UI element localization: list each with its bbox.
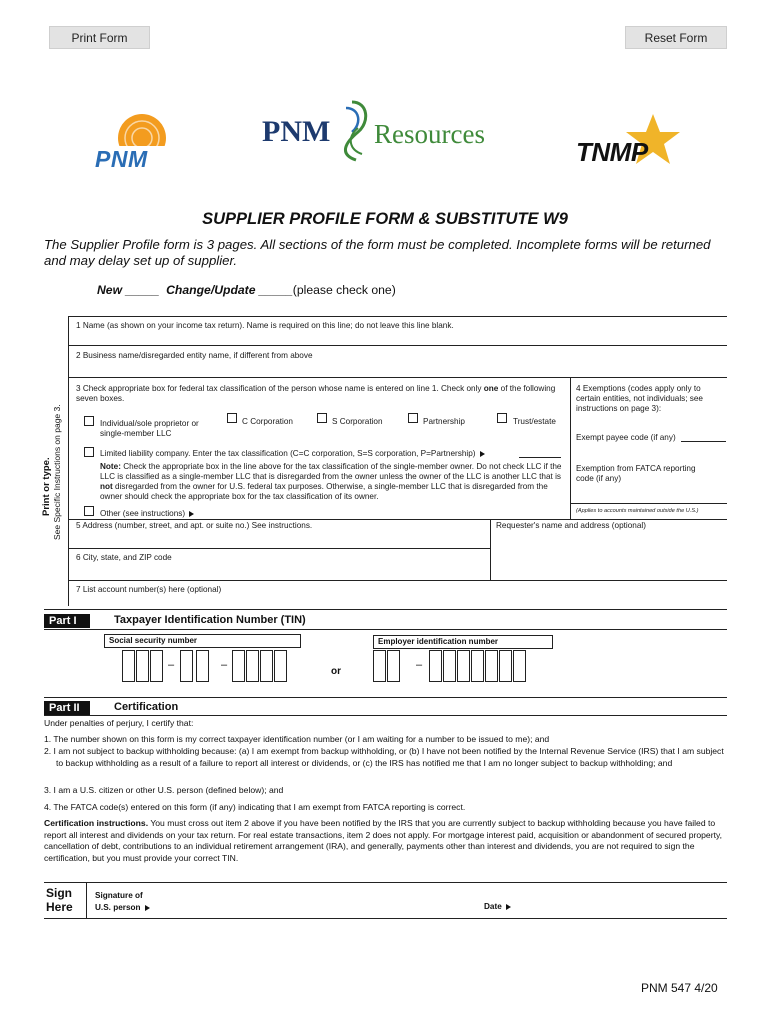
change-update-option[interactable]: Change/Update _____ bbox=[166, 283, 293, 297]
ein-label: Employer identification number bbox=[373, 635, 553, 649]
line4-divider bbox=[68, 519, 727, 520]
ein-digit-box[interactable] bbox=[373, 650, 386, 682]
line6-label: 6 City, state, and ZIP code bbox=[76, 553, 172, 562]
sign-top-border bbox=[44, 882, 727, 883]
ssn-digit-box[interactable] bbox=[274, 650, 287, 682]
part1-top-border bbox=[44, 609, 727, 610]
part2-title: Certification bbox=[114, 701, 179, 713]
signature-input[interactable] bbox=[160, 887, 470, 915]
form-title: SUPPLIER PROFILE FORM & SUBSTITUTE W9 bbox=[202, 210, 568, 228]
name-input[interactable] bbox=[69, 333, 727, 344]
ein-dash: – bbox=[416, 659, 423, 671]
or-text: or bbox=[331, 666, 341, 677]
arrow-right-icon bbox=[189, 511, 194, 517]
date-label: Date bbox=[484, 902, 511, 911]
line5-divider bbox=[68, 548, 490, 549]
line2-label: 2 Business name/disregarded entity name, if different from above bbox=[76, 351, 313, 360]
line3-label: 3 Check appropriate box for federal tax classification of the person whose name is entered on line 1. Check only one of the following seven boxes. bbox=[76, 384, 556, 403]
reset-form-button[interactable]: Reset Form bbox=[625, 26, 727, 49]
fatca-input[interactable] bbox=[570, 503, 727, 504]
tnmp-logo bbox=[574, 112, 686, 170]
side-see-instructions: See Specific Instructions on page 3. bbox=[52, 404, 62, 540]
s-corporation-label: S Corporation bbox=[332, 417, 383, 426]
llc-checkbox[interactable] bbox=[84, 447, 94, 457]
ssn-digit-box[interactable] bbox=[246, 650, 259, 682]
llc-classification-input[interactable] bbox=[519, 457, 561, 458]
pnm-logo-text: PNM bbox=[95, 146, 148, 172]
form-top-border bbox=[68, 316, 727, 317]
part1-title-divider bbox=[44, 629, 727, 630]
llc-note: Note: Check the appropriate box in the line above for the tax classification of the single-member owner. Do not check LLC if the LLC is classified as a single-member LLC that is disregarded from the owner unless the owner of the LLC is another LLC that is not disregarded from the owner for U.S. federal tax purposes. Otherwise, a single-member LLC that is disregarded from the owner should check the appropriate box for the tax classification of its owner. bbox=[100, 462, 562, 501]
ein-digit-box[interactable] bbox=[513, 650, 526, 682]
ein-digit-box[interactable] bbox=[499, 650, 512, 682]
ssn-label: Social security number bbox=[104, 634, 301, 648]
llc-label: Limited liability company. Enter the tax classification (C=C corporation, S=S corporation, P=Partnership) bbox=[100, 449, 485, 459]
arrow-right-icon bbox=[145, 905, 150, 911]
ssn-digit-box[interactable] bbox=[196, 650, 209, 682]
cert-item-1: 1. The number shown on this form is my correct taxpayer identification number (or I am waiting for a number to be issued to me); and bbox=[44, 734, 550, 744]
pnm-resources-pnm-text: PNM bbox=[262, 115, 331, 148]
ssn-digit-box[interactable] bbox=[150, 650, 163, 682]
tnmp-logo-text: TNMP bbox=[576, 137, 648, 167]
ein-digit-box[interactable] bbox=[457, 650, 470, 682]
part1-label: Part I bbox=[44, 614, 90, 628]
form-left-border bbox=[68, 316, 69, 606]
sign-divider bbox=[86, 882, 87, 918]
side-instructions bbox=[41, 350, 71, 540]
side-print-or-type: Print or type. bbox=[41, 457, 52, 516]
ssn-digit-box[interactable] bbox=[180, 650, 193, 682]
city-state-zip-input[interactable] bbox=[69, 564, 489, 578]
s-corporation-checkbox[interactable] bbox=[317, 413, 327, 423]
line7-label: 7 List account number(s) here (optional) bbox=[76, 585, 222, 594]
arrow-right-icon bbox=[506, 904, 511, 910]
ssn-digit-box[interactable] bbox=[232, 650, 245, 682]
business-name-input[interactable] bbox=[69, 362, 727, 376]
requester-label: Requester's name and address (optional) bbox=[496, 521, 646, 530]
new-option[interactable]: New _____ bbox=[97, 283, 160, 297]
sign-here-label: Sign Here bbox=[46, 886, 73, 914]
form-number: PNM 547 4/20 bbox=[641, 981, 718, 995]
requester-input[interactable] bbox=[491, 533, 727, 580]
sign-bottom-border bbox=[44, 918, 727, 919]
date-input[interactable] bbox=[518, 893, 718, 915]
exempt-payee-label: Exempt payee code (if any) bbox=[576, 433, 676, 442]
print-form-button[interactable]: Print Form bbox=[49, 26, 150, 49]
part1-title: Taxpayer Identification Number (TIN) bbox=[114, 614, 306, 626]
exempt-payee-input[interactable] bbox=[681, 441, 726, 442]
partnership-label: Partnership bbox=[423, 417, 465, 426]
pnm-logo bbox=[92, 112, 182, 174]
line1-divider bbox=[68, 345, 727, 346]
other-label: Other (see instructions) bbox=[100, 509, 194, 519]
arrow-right-icon bbox=[480, 451, 485, 457]
ein-digit-box[interactable] bbox=[471, 650, 484, 682]
trust-estate-checkbox[interactable] bbox=[497, 413, 507, 423]
c-corporation-checkbox[interactable] bbox=[227, 413, 237, 423]
part2-top-border bbox=[44, 697, 727, 698]
line6-divider bbox=[68, 580, 727, 581]
cert-item-3: 3. I am a U.S. citizen or other U.S. person (defined below); and bbox=[44, 785, 284, 795]
ssn-dash: – bbox=[168, 659, 175, 671]
part2-title-divider bbox=[44, 715, 727, 716]
ssn-digit-box[interactable] bbox=[122, 650, 135, 682]
line2-divider bbox=[68, 377, 727, 378]
pnm-resources-text: Resources bbox=[374, 119, 485, 149]
check-one-text: (please check one) bbox=[292, 283, 396, 297]
ein-digit-box[interactable] bbox=[429, 650, 442, 682]
ssn-digit-box[interactable] bbox=[260, 650, 273, 682]
part2-label: Part II bbox=[44, 701, 90, 715]
ssn-dash: – bbox=[221, 659, 228, 671]
pnm-resources-logo bbox=[262, 98, 512, 164]
trust-estate-label: Trust/estate bbox=[513, 417, 556, 426]
signature-label: Signature of U.S. person bbox=[95, 890, 150, 914]
form-intro: The Supplier Profile form is 3 pages. All sections of the form must be completed. Incomplete forms will be returned and may delay set up of supplier. bbox=[44, 237, 711, 268]
cert-instructions: Certification instructions. You must cross out item 2 above if you have been notified by the IRS that you are currently subject to backup withholding because you have failed to report all interest and dividends on your tax return. For real estate transactions, item 2 does not apply. For mortgage interest paid, acquisition or abandonment of secured property, cancellation of debt, contributions to an individual retirement arrangement (IRA), and generally, payments other than interest and dividends, you are not required to sign the certification, but you must provide your correct TIN. bbox=[44, 818, 722, 863]
ssn-digit-box[interactable] bbox=[136, 650, 149, 682]
new-change-line bbox=[97, 283, 396, 297]
ein-digit-box[interactable] bbox=[443, 650, 456, 682]
address-input[interactable] bbox=[69, 533, 489, 547]
line5-label: 5 Address (number, street, and apt. or suite no.) See instructions. bbox=[76, 521, 313, 530]
account-numbers-input[interactable] bbox=[69, 596, 727, 606]
fatca-applies-note: (Applies to accounts maintained outside the U.S.) bbox=[576, 508, 699, 514]
cert-item-4: 4. The FATCA code(s) entered on this form (if any) indicating that I am exempt from FATCA reporting is correct. bbox=[44, 802, 466, 812]
c-corporation-label: C Corporation bbox=[242, 417, 293, 426]
swirl-icon bbox=[332, 98, 372, 162]
other-checkbox[interactable] bbox=[84, 506, 94, 516]
fatca-label: Exemption from FATCA reporting code (if any) bbox=[576, 464, 696, 483]
exemptions-label: 4 Exemptions (codes apply only to certain entities, not individuals; see instructions on page 3): bbox=[576, 384, 703, 413]
exemptions-divider bbox=[570, 377, 571, 519]
ein-digit-box[interactable] bbox=[387, 650, 400, 682]
line1-label: 1 Name (as shown on your income tax return). Name is required on this line; do not leave this line blank. bbox=[76, 321, 454, 330]
individual-label: Individual/sole proprietor or single-member LLC bbox=[100, 419, 199, 438]
individual-checkbox[interactable] bbox=[84, 416, 94, 426]
partnership-checkbox[interactable] bbox=[408, 413, 418, 423]
cert-item-2: 2. I am not subject to backup withholding because: (a) I am exempt from backup withholding, or (b) I have not been notified by the Internal Revenue Service (IRS) that I am subject to backup withholding as a result of a failure to report all interest or dividends, or (c) the IRS has notified me that I am no longer subject to backup withholding; and bbox=[44, 746, 724, 768]
perjury-intro: Under penalties of perjury, I certify that: bbox=[44, 718, 194, 728]
ein-digit-box[interactable] bbox=[485, 650, 498, 682]
